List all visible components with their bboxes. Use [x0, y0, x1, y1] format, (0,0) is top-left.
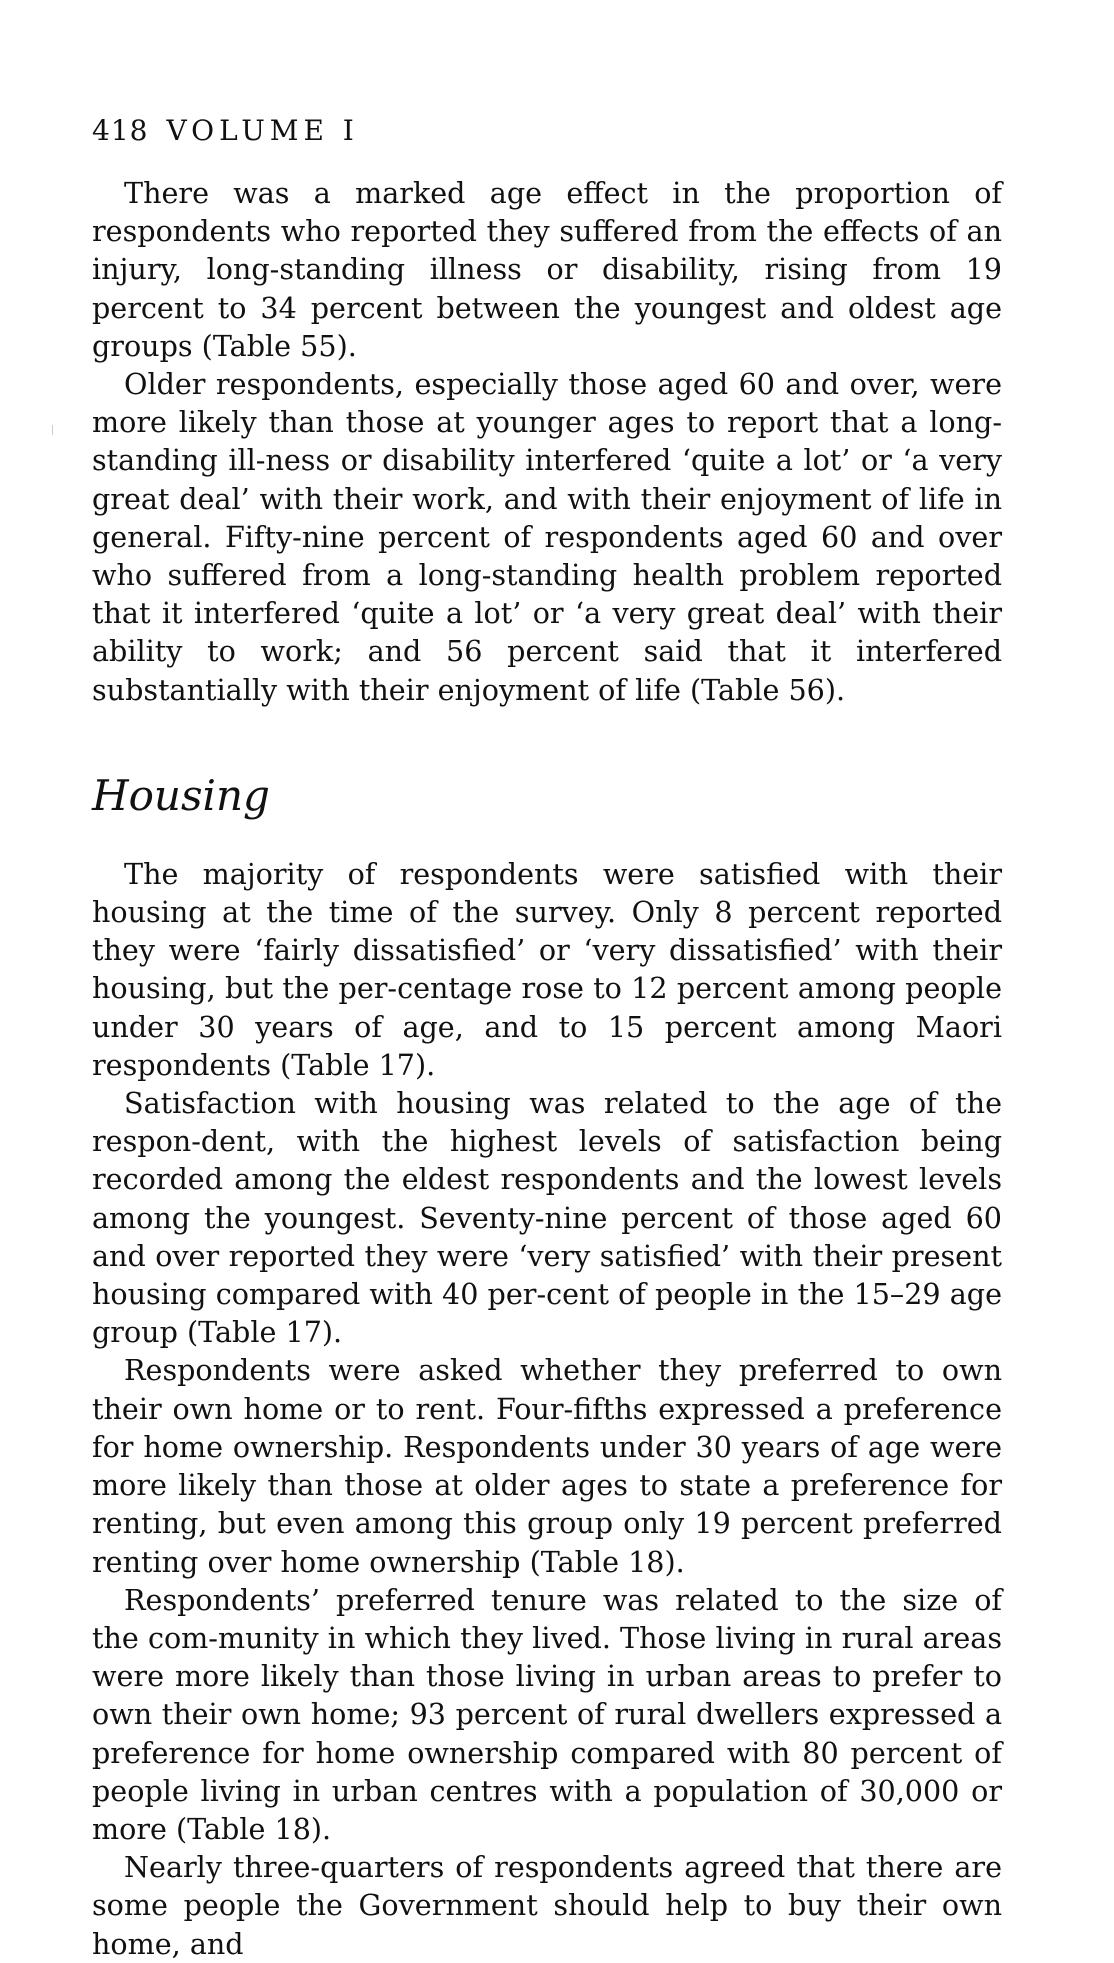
paragraph-preferred-tenure: Respondents’ preferred tenure was related to the size of the com-munity in which they lived. Those living in rural areas were more likely than those living in urban areas to prefer to own their own home; 93 percent of rural dwellers expressed a preference for home ownership compared with 80 percent of people living in urban centres with a population of 30,000 or more (Table 18).	[92, 1582, 1002, 1846]
paragraph-older-respondents: Older respondents, especially those aged 60 and over, were more likely than those at younger ages to report that a long-standing ill-ness or disability interfered ‘quite a lot’ or ‘a very great deal’ with their work, and with their enjoyment of life in general. Fifty-nine percent of respondents aged 60 and over who suffered from a long-standing health problem reported that it interfered ‘quite a lot’ or ‘a very great deal’ with their ability to work; and 56 percent said that it interfered substantially with their enjoyment of life (Table 56).	[92, 367, 1002, 707]
margin-mark	[52, 425, 53, 435]
volume-label: VOLUME I	[166, 114, 359, 147]
section-heading-housing: Housing	[92, 770, 270, 820]
paragraph-satisfaction-age: Satisfaction with housing was related to the age of the respon-dent, with the highest levels of satisfaction being recorded among the eldest respondents and the lowest levels among the youngest. Seventy-nine percent of those aged 60 and over reported they were ‘very satisfied’ with their present housing compared with 40 per-cent of people in the 15–29 age group (Table 17).	[92, 1086, 1002, 1350]
page-number: 418	[92, 114, 149, 147]
paragraph-housing-satisfaction: The majority of respondents were satisfied with their housing at the time of the survey. Only 8 percent reported they were ‘fairly dissatisfied’ or ‘very dissatisfied’ with their housing, but the per-centage rose to 12 percent among people under 30 years of age, and to 15 percent among Maori respondents (Table 17).	[92, 856, 1002, 1082]
document-page	[92, 112, 1002, 1963]
paragraph-injury-age-effect: There was a marked age effect in the proportion of respondents who reported they suffered from the effects of an injury, long-standing illness or disability, rising from 19 percent to 34 percent between the youngest and oldest age groups (Table 55).	[92, 176, 1002, 363]
running-head	[92, 112, 1002, 150]
paragraph-own-or-rent: Respondents were asked whether they preferred to own their own home or to rent. Four-fifths expressed a preference for home ownership. Respondents under 30 years of age were more likely than those at older ages to state a preference for renting, but even among this group only 19 percent preferred renting over home ownership (Table 18).	[92, 1353, 1002, 1579]
paragraph-government-help: Nearly three-quarters of respondents agreed that there are some people the Government should help to buy their own home, and	[92, 1850, 1002, 1961]
